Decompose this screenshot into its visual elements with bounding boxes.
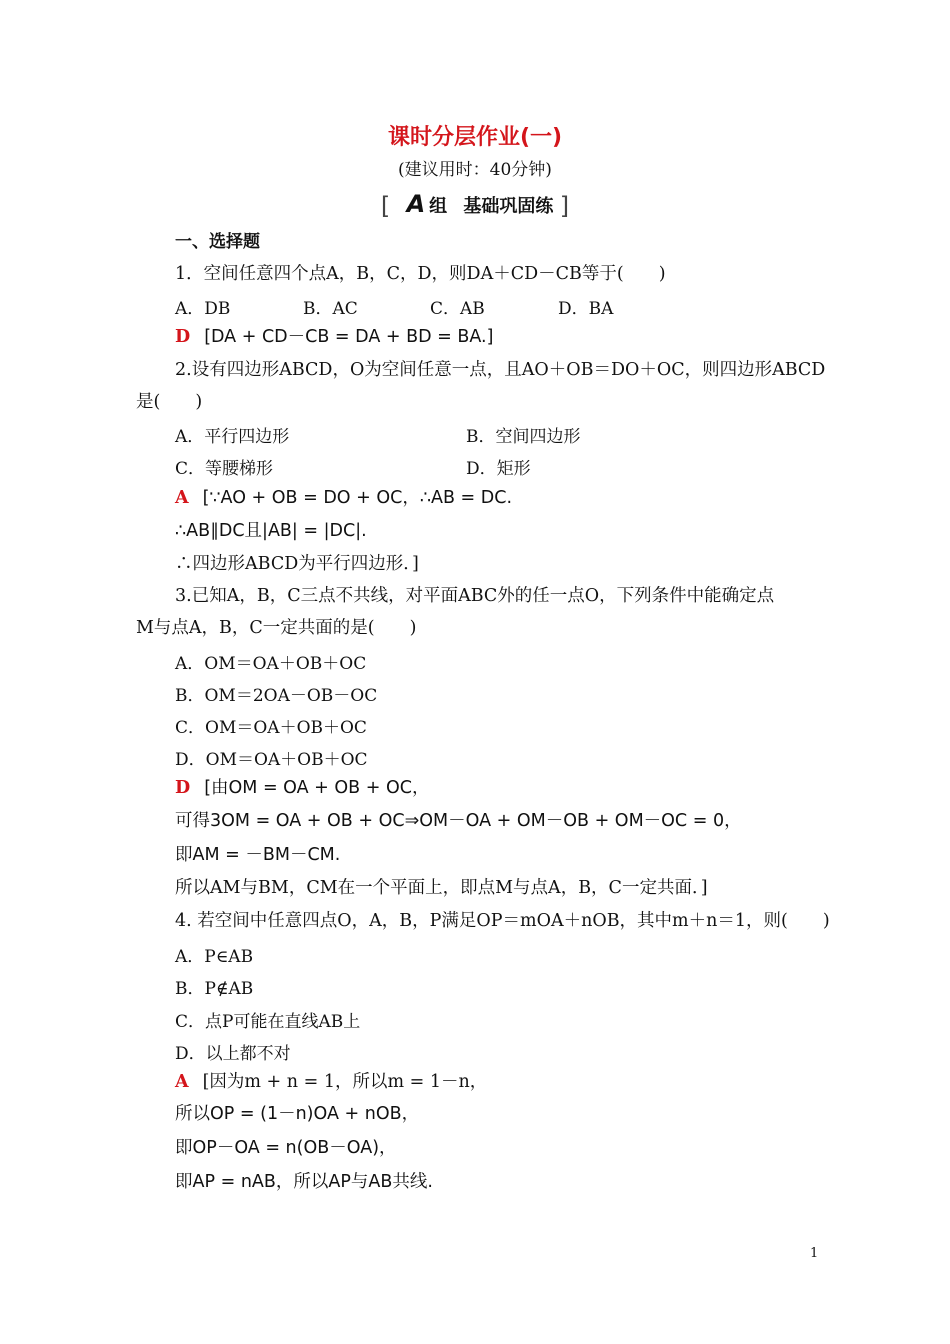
group-bracket-right: ] — [559, 192, 570, 220]
page-subtitle: (建议用时：40分钟) — [398, 160, 552, 180]
q2-option-b: B．空间四边形 — [466, 427, 581, 447]
q2-option-d: D．矩形 — [466, 459, 531, 479]
q2-answer-letter: A — [175, 488, 189, 508]
q2-explanation-3: ∴四边形ABCD为平行四边形．] — [175, 554, 419, 574]
q4-answer-letter: A — [175, 1072, 189, 1092]
q2-option-c: C．等腰梯形 — [175, 459, 274, 479]
q3-answer-letter: D — [175, 778, 191, 798]
group-name: 基础巩固练 — [463, 196, 554, 217]
q1-stem: 1．空间任意四个点A，B，C，D，则DA＋CD－CB等于( ) — [175, 264, 666, 284]
q3-answer — [175, 776, 429, 800]
group-letter: A — [406, 190, 426, 218]
q3-option-c: C．OM＝OA＋OB＋OC — [175, 718, 367, 738]
section-heading: 一、选择题 — [175, 232, 260, 252]
q1-explanation: [DA + CD－CB = DA + BD = BA.] — [204, 327, 494, 347]
q1-option-a: A．DB — [175, 299, 231, 319]
q4-option-c: C．点P可能在直线AB上 — [175, 1012, 361, 1032]
q1-answer — [175, 325, 493, 349]
group-bracket-left: [ — [380, 192, 391, 220]
q4-option-a: A．P∈AB — [175, 947, 254, 967]
q1-answer-letter: D — [175, 327, 191, 347]
q3-stem-line2: M与点A，B，C一定共面的是( ) — [136, 618, 417, 638]
q1-option-c: C．AB — [430, 299, 485, 319]
q3-option-b: B．OM＝2OA－OB－OC — [175, 686, 378, 706]
q2-explanation-1: [∵AO + OB = DO + OC，∴AB = DC. — [202, 488, 513, 508]
q3-explanation-2: 可得3OM = OA + OB + OC⇒OM－OA + OM－OB + OM－OC = 0， — [175, 811, 742, 831]
group-heading — [0, 190, 950, 220]
page-number: 1 — [810, 1246, 819, 1261]
q4-option-b: B．P∉AB — [175, 979, 254, 999]
q4-explanation-3: 即OP－OA = n(OB－OA)， — [175, 1138, 397, 1158]
group-suffix: 组 — [429, 196, 448, 217]
q4-explanation-1: [因为m + n = 1，所以m = 1－n， — [202, 1072, 488, 1092]
q4-stem: 4. 若空间中任意四点O，A，B，P满足OP＝mOA＋nOB，其中m＋n＝1，则( ) — [175, 911, 830, 931]
q2-stem-line1: 2.设有四边形ABCD，O为空间任意一点，且AO＋OB＝DO＋OC，则四边形ABCD — [175, 360, 826, 380]
q4-answer — [175, 1070, 487, 1094]
q2-explanation-2: ∴AB∥DC且|AB| = |DC|. — [175, 521, 367, 541]
q2-stem-line2: 是( ) — [136, 392, 203, 412]
q2-option-a: A．平行四边形 — [175, 427, 290, 447]
q3-explanation-4: 所以AM与BM，CM在一个平面上，即点M与点A，B，C一定共面．] — [175, 878, 708, 898]
q2-answer — [175, 486, 512, 510]
q1-option-b: B．AC — [303, 299, 358, 319]
q4-option-d: D．以上都不对 — [175, 1044, 291, 1064]
page-title: 课时分层作业(一) — [387, 125, 563, 150]
q3-explanation-1: [由OM = OA + OB + OC， — [204, 778, 430, 798]
q3-option-a: A．OM＝OA＋OB＋OC — [175, 654, 367, 674]
q1-option-d: D．BA — [558, 299, 614, 319]
q3-explanation-3: 即AM = －BM－CM. — [175, 845, 341, 865]
q4-explanation-4: 即AP = nAB，所以AP与AB共线. — [175, 1172, 433, 1192]
q4-explanation-2: 所以OP = (1－n)OA + nOB， — [175, 1104, 420, 1124]
q3-stem-line1: 3.已知A，B，C三点不共线，对平面ABC外的任一点O，下列条件中能确定点 — [175, 586, 775, 606]
q3-option-d: D．OM＝OA＋OB＋OC — [175, 750, 368, 770]
